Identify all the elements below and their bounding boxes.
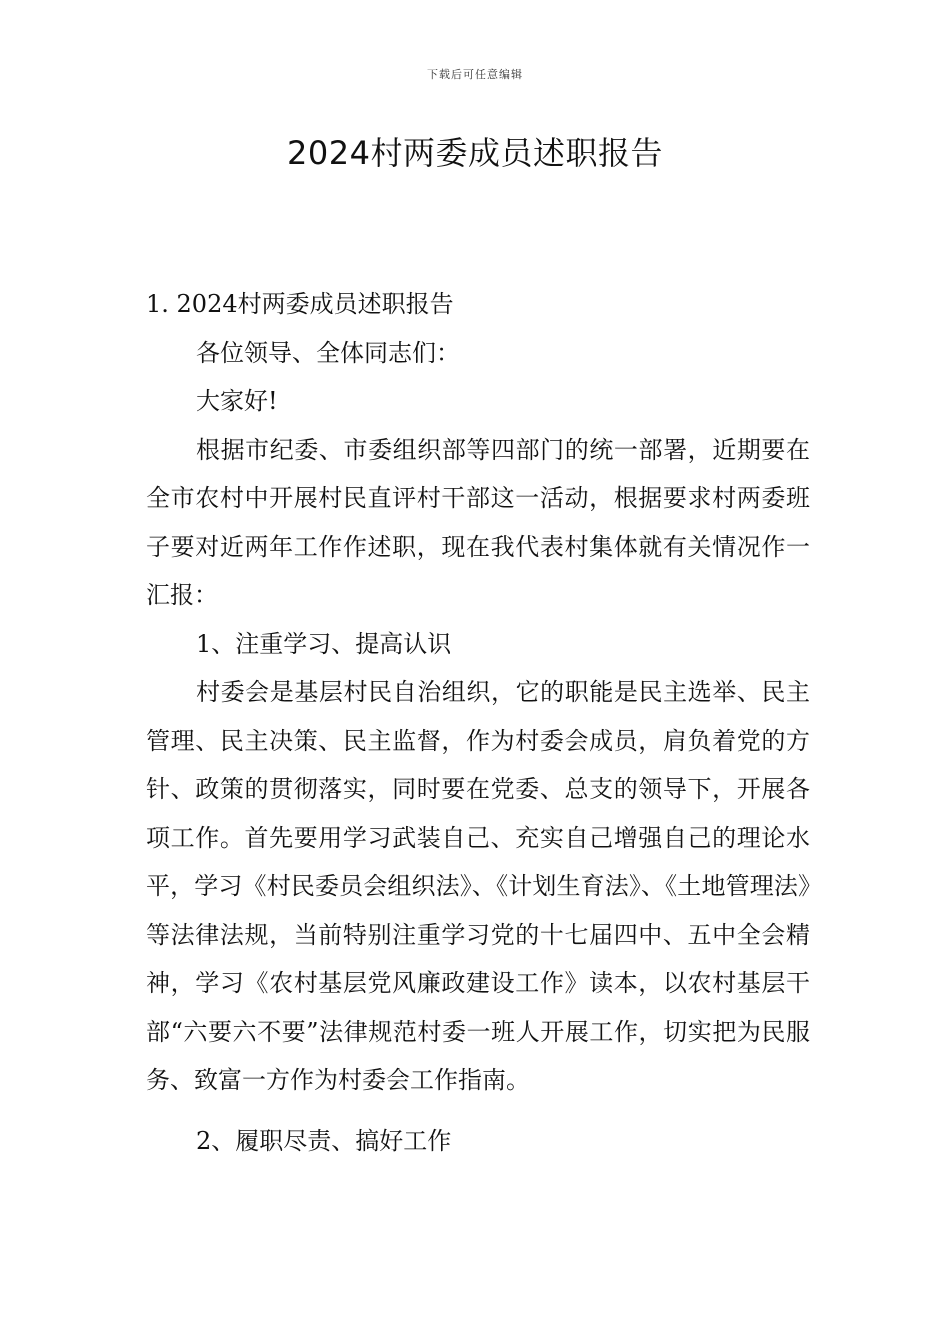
header-note: 下载后可任意编辑 (427, 68, 523, 81)
section-heading-1: 1、注重学习、提高认识 (196, 629, 452, 658)
greeting: 大家好! (196, 387, 278, 415)
salutation: 各位领导、全体同志们： (196, 338, 460, 367)
section-title: 1. 2024村两委成员述职报告 (146, 290, 454, 318)
document-body (146, 280, 810, 1165)
section-heading-2: 2、履职尽责、搞好工作 (196, 1126, 452, 1155)
document-title: 2024村两委成员述职报告 (287, 134, 663, 172)
intro-paragraph: 根据市纪委、市委组织部等四部门的统一部署，近期要在全市农村中开展村民直评村干部这一活动，根据要求村两委班子要对近两年工作作述职，现在我代表村集体就有关情况作一汇报： (146, 435, 810, 609)
section-paragraph-1: 村委会是基层村民自治组织，它的职能是民主选举、民主管理、民主决策、民主监督，作为村委会成员，肩负着党的方针、政策的贯彻落实，同时要在党委、总支的领导下，开展各项工作。首先要用学习武装自己、充实自己增强自己的理论水平，学习《村民委员会组织法》、《计划生育法》、《土地管理法》等法律法规，当前特别注重学习党的十七届四中、五中全会精神，学习《农村基层党风廉政建设工作》读本，以农村基层干部“六要六不要”法律规范村委一班人开展工作，切实把为民服务、致富一方作为村委会工作指南。 (146, 678, 810, 1094)
